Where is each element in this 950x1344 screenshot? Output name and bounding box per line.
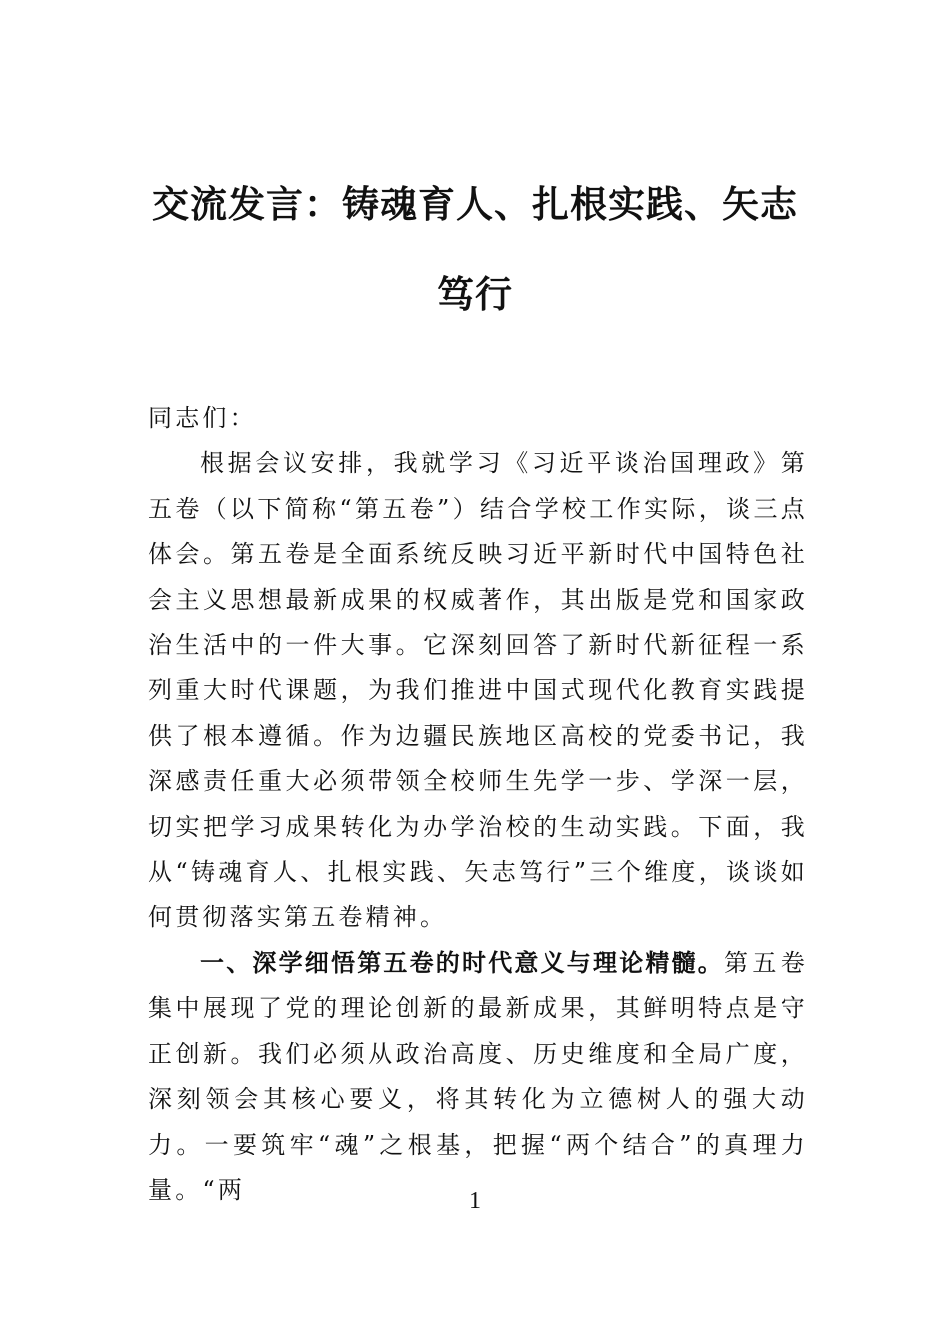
section-1-heading: 一、深学细悟第五卷的时代意义与理论精髓。 [200,948,724,977]
document-title: 交流发言：铸魂育人、扎根实践、矢志笃行 [152,183,798,316]
salutation: 同志们： [148,404,257,432]
document-body [148,396,808,1213]
intro-paragraph: 根据会议安排，我就学习《习近平谈治国理政》第五卷（以下简称“第五卷”）结合学校工作实际，谈三点体会。第五卷是全面系统反映习近平新时代中国特色社会主义思想最新成果的权威著作，其出版是党和国家政治生活中的一件大事。它深刻回答了新时代新征程一系列重大时代课题，为我们推进中国式现代化教育实践提供了根本遵循。作为边疆民族地区高校的党委书记，我深感责任重大必须带领全校师生先学一步、学深一层，切实把学习成果转化为办学治校的生动实践。下面，我从“铸魂育人、扎根实践、矢志笃行”三个维度，谈谈如何贯彻落实第五卷精神。 [148,449,808,932]
section-1-text: 第五卷集中展现了党的理论创新的最新成果，其鲜明特点是守正创新。我们必须从政治高度、历史维度和全局广度，深刻领会其核心要义，将其转化为立德树人的强大动力。一要筑牢“魂”之根基，把握“两个结合”的真理力量。“两 [148,948,808,1204]
page-number: 1 [469,1188,481,1214]
section-1-paragraph [148,941,808,1213]
